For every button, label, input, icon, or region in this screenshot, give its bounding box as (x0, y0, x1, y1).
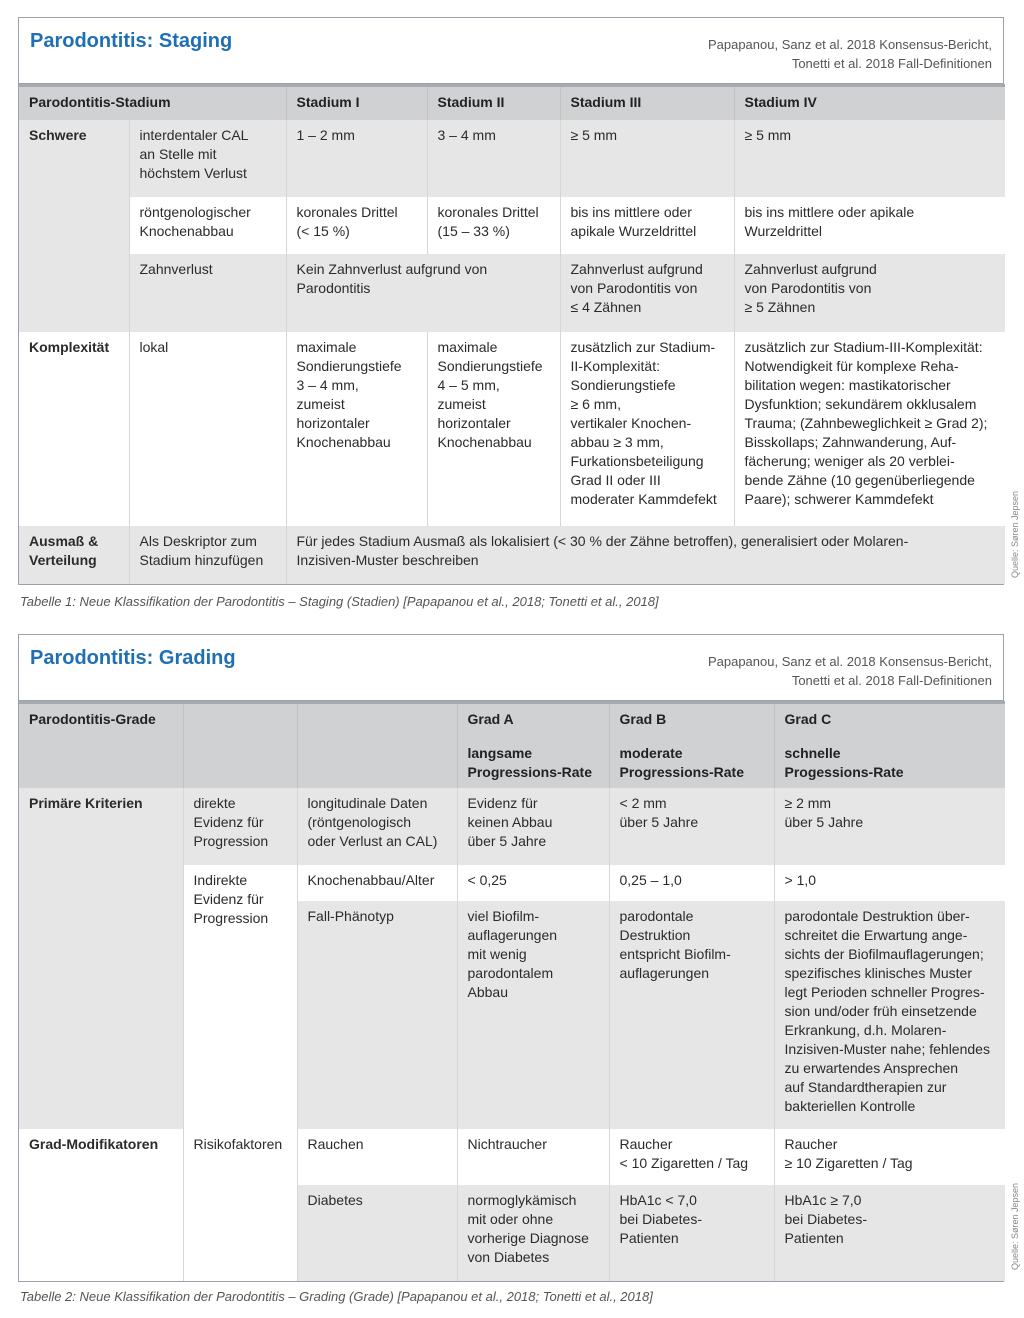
cal-label: interdentaler CAL an Stelle mit höchstem Verlust (129, 120, 286, 197)
staging-source: Papapanou, Sanz et al. 2018 Konsensus-Bericht, Tonetti et al. 2018 Fall-Definitionen (707, 37, 992, 71)
staging-vertical-source: Quelle: Søren Jepsen (1010, 490, 1020, 578)
pheno-label: Fall-Phänotyp (297, 901, 457, 1129)
grading-col-grade: Parodontitis-Grade (19, 703, 183, 789)
tooth-stadium-i-ii: Kein Zahnverlust aufgrund von Parodontitis (286, 254, 560, 332)
staging-col-i: Stadium I (286, 86, 427, 120)
ratio-grade-c: > 1,0 (774, 865, 1005, 901)
bone-stadium-i: koronales Drittel (< 15 %) (286, 197, 427, 254)
risk-label: Risikofaktoren (183, 1129, 297, 1281)
komplex-sub: lokal (129, 332, 286, 526)
staging-col-ii: Stadium II (427, 86, 560, 120)
grade-a-rate: langsame Progressions-Rate (467, 745, 592, 780)
pheno-grade-a: viel Biofilm- auflagerungen mit wenig parodontalem Abbau (457, 901, 609, 1129)
ratio-grade-b: 0,25 – 1,0 (609, 865, 774, 901)
direct-label: direkte Evidenz für Progression (183, 788, 297, 865)
staging-panel (18, 17, 1004, 585)
cal-stadium-iii: ≥ 5 mm (560, 120, 734, 197)
tooth-label: Zahnverlust (129, 254, 286, 332)
tooth-stadium-iv: Zahnverlust aufgrund von Parodontitis von ≥ 5 Zähnen (734, 254, 1005, 332)
staging-col-iii: Stadium III (560, 86, 734, 120)
bone-label: röntgenologischer Knochenabbau (129, 197, 286, 254)
grading-caption: Tabelle 2: Neue Klassifikation der Parodontitis – Grading (Grade) [Papapanou et al., 2018; Tonetti et al., 2018] (20, 1289, 653, 1304)
komplex-label: Komplexität (19, 332, 129, 526)
grade-b-rate: moderate Progressions-Rate (619, 745, 744, 780)
grading-table (19, 701, 1005, 1281)
staging-title: Parodontitis: Staging (30, 30, 233, 52)
ratio-grade-a: < 0,25 (457, 865, 609, 901)
diab-label: Diabetes (297, 1185, 457, 1281)
staging-col-iv: Stadium IV (734, 86, 1005, 120)
smoke-grade-b: Raucher < 10 Zigaretten / Tag (609, 1129, 774, 1185)
diab-grade-c: HbA1c ≥ 7,0 bei Diabetes- Patienten (774, 1185, 1005, 1281)
tooth-stadium-iii: Zahnverlust aufgrund von Parodontitis von ≤ 4 Zähnen (560, 254, 734, 332)
grading-title: Parodontitis: Grading (30, 647, 236, 669)
ausmass-sub: Als Deskriptor zum Stadium hinzufügen (129, 526, 286, 584)
staging-header (19, 18, 1003, 84)
ausmass-text: Für jedes Stadium Ausmaß als lokalisiert (< 30 % der Zähne betroffen), generalisiert oder Molaren- Inzisiven-Muster beschreiben (286, 526, 1005, 584)
grading-col-empty-2 (297, 703, 457, 789)
smoke-grade-a: Nichtraucher (457, 1129, 609, 1185)
bone-stadium-ii: koronales Drittel (15 – 33 %) (427, 197, 560, 254)
cal-stadium-ii: 3 – 4 mm (427, 120, 560, 197)
grade-a-label: Grad A (467, 711, 514, 727)
staging-col-stadium: Parodontitis-Stadium (19, 86, 286, 120)
long-grade-a: Evidenz für keinen Abbau über 5 Jahre (457, 788, 609, 865)
grade-c-rate: schnelle Progessions-Rate (784, 745, 904, 780)
grading-col-empty-1 (183, 703, 297, 789)
long-grade-c: ≥ 2 mm über 5 Jahre (774, 788, 1005, 865)
schwere-label: Schwere (19, 120, 129, 332)
indirect-label: Indirekte Evidenz für Progression (183, 865, 297, 1129)
staging-table (19, 84, 1005, 584)
cal-stadium-i: 1 – 2 mm (286, 120, 427, 197)
grading-header (19, 635, 1003, 701)
pheno-grade-c: parodontale Destruktion über- schreitet die Erwartung ange- sichts der Biofilmauflagerungen; spezifisches klinisches Muster legt Perioden schneller Progres- sion und/oder früh einsetzende Erkrankung, d.h. Molaren- Inzisiven-Muster nahe; fehlendes zu erwartendes Ansprechen auf Standardtherapien zur bakteriellen Kontrolle (774, 901, 1005, 1129)
primary-label: Primäre Kriterien (19, 788, 183, 1129)
ausmass-label: Ausmaß & Verteilung (19, 526, 129, 584)
cal-stadium-iv: ≥ 5 mm (734, 120, 1005, 197)
ratio-label: Knochenabbau/Alter (297, 865, 457, 901)
grading-panel (18, 634, 1004, 1282)
grading-vertical-source: Quelle: Søren Jepsen (1010, 1182, 1020, 1270)
bone-stadium-iv: bis ins mittlere oder apikale Wurzeldrittel (734, 197, 1005, 254)
long-label: longitudinale Daten (röntgenologisch oder Verlust an CAL) (297, 788, 457, 865)
grade-c-label: Grad C (784, 711, 832, 727)
bone-stadium-iii: bis ins mittlere oder apikale Wurzeldrittel (560, 197, 734, 254)
pheno-grade-b: parodontale Destruktion entspricht Biofilm- auflagerungen (609, 901, 774, 1129)
grade-b-label: Grad B (619, 711, 667, 727)
grading-col-b (609, 703, 774, 789)
smoke-label: Rauchen (297, 1129, 457, 1185)
long-grade-b: < 2 mm über 5 Jahre (609, 788, 774, 865)
diab-grade-a: normoglykämisch mit oder ohne vorherige Diagnose von Diabetes (457, 1185, 609, 1281)
komplex-stadium-iv: zusätzlich zur Stadium-III-Komplexität: Notwendigkeit für komplexe Reha- bilitation wegen: mastikatorischer Dysfunktion; sekundärem okklusalem Trauma; (Zahnbeweglichkeit ≥ Grad 2); Bisskollaps; Zahnwanderung, Auf- fächerung; weniger als 20 verblei- bende Zähne (10 gegenüberliegende Paare); schwerer Kammdefekt (734, 332, 1005, 526)
grading-col-a (457, 703, 609, 789)
komplex-stadium-iii: zusätzlich zur Stadium- II-Komplexität: Sondierungstiefe ≥ 6 mm, vertikaler Knochen- abbau ≥ 3 mm, Furkationsbeteiligung Grad II oder III moderater Kammdefekt (560, 332, 734, 526)
komplex-stadium-ii: maximale Sondierungstiefe 4 – 5 mm, zumeist horizontaler Knochenabbau (427, 332, 560, 526)
diab-grade-b: HbA1c < 7,0 bei Diabetes- Patienten (609, 1185, 774, 1281)
mod-label: Grad-Modifikatoren (19, 1129, 183, 1281)
staging-caption: Tabelle 1: Neue Klassifikation der Parodontitis – Staging (Stadien) [Papapanou et al., 2018; Tonetti et al., 2018] (20, 594, 659, 609)
komplex-stadium-i: maximale Sondierungstiefe 3 – 4 mm, zumeist horizontaler Knochenabbau (286, 332, 427, 526)
grading-col-c (774, 703, 1005, 789)
smoke-grade-c: Raucher ≥ 10 Zigaretten / Tag (774, 1129, 1005, 1185)
grading-source: Papapanou, Sanz et al. 2018 Konsensus-Bericht, Tonetti et al. 2018 Fall-Definitionen (707, 654, 992, 688)
